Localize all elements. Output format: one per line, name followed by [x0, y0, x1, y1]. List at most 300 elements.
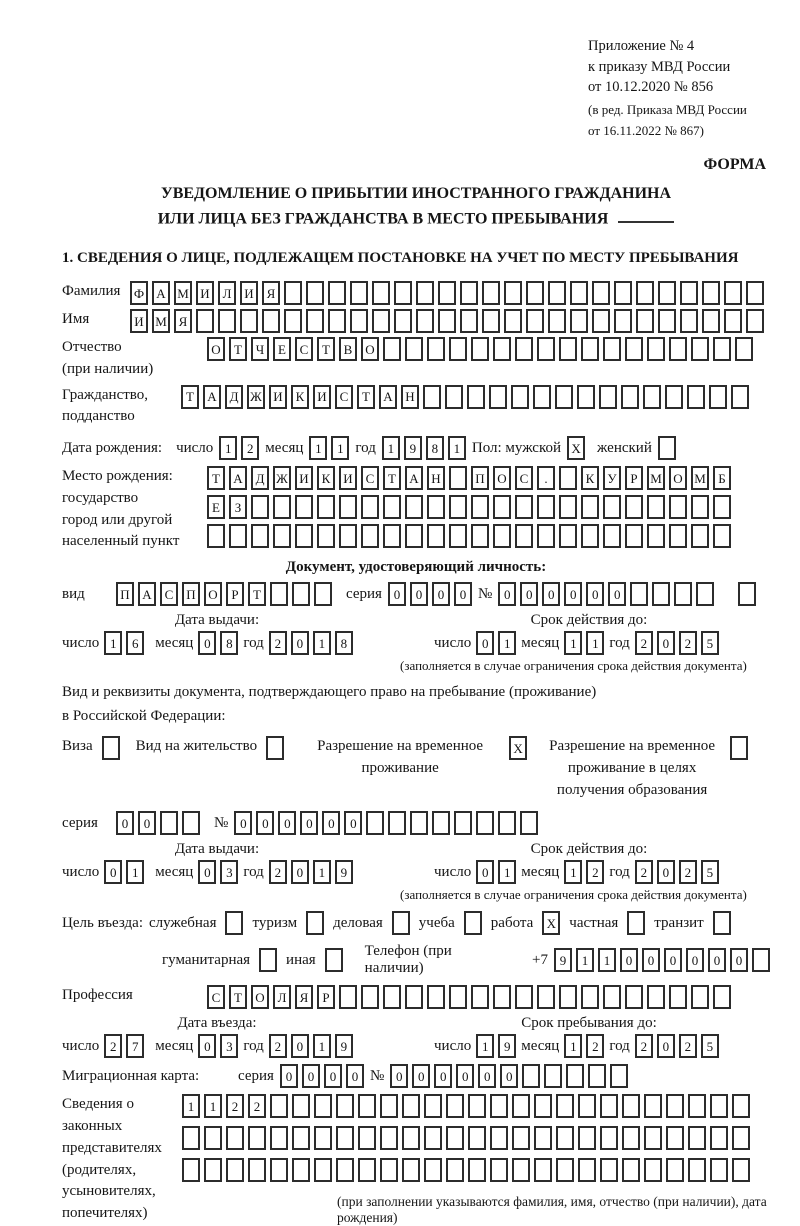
char-box[interactable]	[537, 524, 555, 548]
char-box[interactable]	[402, 1158, 420, 1182]
char-box[interactable]: 2	[269, 1034, 287, 1058]
char-box[interactable]	[512, 1158, 530, 1182]
sex-female-checkbox[interactable]	[658, 436, 676, 460]
char-box[interactable]	[724, 309, 742, 333]
char-box[interactable]: Т	[181, 385, 199, 409]
char-box[interactable]: 0	[657, 860, 675, 884]
char-box[interactable]: Ж	[247, 385, 265, 409]
char-box[interactable]: А	[152, 281, 170, 305]
char-box[interactable]: 1	[331, 436, 349, 460]
char-box[interactable]	[416, 309, 434, 333]
char-box[interactable]: 8	[426, 436, 444, 460]
char-box[interactable]	[732, 1094, 750, 1118]
char-box[interactable]	[515, 524, 533, 548]
char-box[interactable]	[402, 1094, 420, 1118]
char-box[interactable]	[427, 524, 445, 548]
char-box[interactable]: 0	[686, 948, 704, 972]
char-box[interactable]: 9	[554, 948, 572, 972]
char-box[interactable]	[361, 495, 379, 519]
char-box[interactable]	[504, 281, 522, 305]
char-box[interactable]	[746, 309, 764, 333]
char-box[interactable]: Н	[401, 385, 419, 409]
char-box[interactable]	[643, 385, 661, 409]
char-box[interactable]	[306, 281, 324, 305]
char-box[interactable]: 0	[657, 1034, 675, 1058]
char-box[interactable]	[724, 281, 742, 305]
char-box[interactable]	[559, 466, 577, 490]
char-box[interactable]	[625, 985, 643, 1009]
char-box[interactable]	[636, 309, 654, 333]
char-box[interactable]	[515, 337, 533, 361]
char-box[interactable]	[489, 385, 507, 409]
char-box[interactable]: 1	[564, 860, 582, 884]
char-box[interactable]	[251, 524, 269, 548]
temp-residence-checkbox[interactable]: X	[509, 736, 527, 760]
char-box[interactable]: Т	[317, 337, 335, 361]
char-box[interactable]: Я	[174, 309, 192, 333]
char-box[interactable]: И	[240, 281, 258, 305]
char-box[interactable]: А	[379, 385, 397, 409]
char-box[interactable]: А	[138, 582, 156, 606]
char-box[interactable]: 1	[564, 631, 582, 655]
char-box[interactable]: С	[515, 466, 533, 490]
char-box[interactable]: С	[361, 466, 379, 490]
char-box[interactable]	[544, 1064, 562, 1088]
char-box[interactable]	[207, 524, 225, 548]
char-box[interactable]: 0	[300, 811, 318, 835]
char-box[interactable]	[570, 309, 588, 333]
char-box[interactable]: 2	[586, 860, 604, 884]
char-box[interactable]	[380, 1094, 398, 1118]
char-box[interactable]	[534, 1094, 552, 1118]
char-box[interactable]	[372, 309, 390, 333]
char-box[interactable]	[405, 337, 423, 361]
char-box[interactable]	[468, 1126, 486, 1150]
char-box[interactable]: 0	[412, 1064, 430, 1088]
char-box[interactable]: 1	[309, 436, 327, 460]
char-box[interactable]: 0	[390, 1064, 408, 1088]
char-box[interactable]: 1	[126, 860, 144, 884]
checkbox[interactable]	[306, 911, 324, 935]
char-box[interactable]	[229, 524, 247, 548]
char-box[interactable]: 2	[248, 1094, 266, 1118]
char-box[interactable]	[328, 309, 346, 333]
char-box[interactable]	[438, 309, 456, 333]
char-box[interactable]	[578, 1126, 596, 1150]
char-box[interactable]	[515, 985, 533, 1009]
char-box[interactable]	[160, 811, 178, 835]
char-box[interactable]	[710, 1158, 728, 1182]
char-box[interactable]: Я	[295, 985, 313, 1009]
char-box[interactable]	[405, 524, 423, 548]
char-box[interactable]	[600, 1094, 618, 1118]
char-box[interactable]	[731, 385, 749, 409]
char-box[interactable]	[614, 309, 632, 333]
checkbox[interactable]	[259, 948, 277, 972]
char-box[interactable]	[383, 524, 401, 548]
char-box[interactable]: 0	[657, 631, 675, 655]
char-box[interactable]	[658, 281, 676, 305]
char-box[interactable]: 0	[730, 948, 748, 972]
char-box[interactable]: 8	[335, 631, 353, 655]
char-box[interactable]: 2	[226, 1094, 244, 1118]
char-box[interactable]: 0	[586, 582, 604, 606]
residence-permit-checkbox[interactable]	[266, 736, 284, 760]
char-box[interactable]	[713, 495, 731, 519]
char-box[interactable]	[295, 495, 313, 519]
char-box[interactable]: М	[647, 466, 665, 490]
char-box[interactable]: Д	[251, 466, 269, 490]
char-box[interactable]	[559, 985, 577, 1009]
char-box[interactable]	[380, 1126, 398, 1150]
char-box[interactable]	[666, 1094, 684, 1118]
checkbox[interactable]	[225, 911, 243, 935]
char-box[interactable]	[476, 811, 494, 835]
char-box[interactable]: Н	[427, 466, 445, 490]
char-box[interactable]: 1	[313, 860, 331, 884]
char-box[interactable]	[691, 337, 709, 361]
char-box[interactable]	[449, 337, 467, 361]
char-box[interactable]	[588, 1064, 606, 1088]
char-box[interactable]: 0	[664, 948, 682, 972]
char-box[interactable]	[548, 309, 566, 333]
char-box[interactable]	[691, 985, 709, 1009]
char-box[interactable]	[622, 1094, 640, 1118]
char-box[interactable]	[534, 1158, 552, 1182]
char-box[interactable]: 2	[679, 1034, 697, 1058]
char-box[interactable]	[490, 1158, 508, 1182]
char-box[interactable]	[388, 811, 406, 835]
char-box[interactable]: 2	[679, 631, 697, 655]
char-box[interactable]: 1	[598, 948, 616, 972]
char-box[interactable]: А	[203, 385, 221, 409]
char-box[interactable]	[380, 1158, 398, 1182]
char-box[interactable]	[680, 281, 698, 305]
char-box[interactable]: Е	[207, 495, 225, 519]
char-box[interactable]	[438, 281, 456, 305]
char-box[interactable]	[449, 524, 467, 548]
char-box[interactable]	[534, 1126, 552, 1150]
char-box[interactable]: 0	[432, 582, 450, 606]
char-box[interactable]	[410, 811, 428, 835]
char-box[interactable]: 2	[635, 860, 653, 884]
char-box[interactable]: С	[335, 385, 353, 409]
char-box[interactable]: О	[361, 337, 379, 361]
char-box[interactable]	[702, 281, 720, 305]
char-box[interactable]: 0	[434, 1064, 452, 1088]
char-box[interactable]	[449, 985, 467, 1009]
char-box[interactable]	[687, 385, 705, 409]
char-box[interactable]	[383, 495, 401, 519]
char-box[interactable]	[366, 811, 384, 835]
char-box[interactable]: К	[291, 385, 309, 409]
char-box[interactable]: 0	[324, 1064, 342, 1088]
char-box[interactable]	[292, 1126, 310, 1150]
char-box[interactable]	[691, 495, 709, 519]
char-box[interactable]	[423, 385, 441, 409]
char-box[interactable]	[498, 811, 516, 835]
char-box[interactable]	[603, 495, 621, 519]
char-box[interactable]: 0	[322, 811, 340, 835]
char-box[interactable]	[372, 281, 390, 305]
char-box[interactable]: 6	[126, 631, 144, 655]
char-box[interactable]: П	[471, 466, 489, 490]
char-box[interactable]	[581, 524, 599, 548]
char-box[interactable]	[603, 337, 621, 361]
char-box[interactable]	[328, 281, 346, 305]
char-box[interactable]: 0	[198, 1034, 216, 1058]
char-box[interactable]	[394, 281, 412, 305]
char-box[interactable]	[599, 385, 617, 409]
char-box[interactable]: 1	[219, 436, 237, 460]
char-box[interactable]: 0	[520, 582, 538, 606]
char-box[interactable]: 1	[382, 436, 400, 460]
char-box[interactable]: И	[130, 309, 148, 333]
char-box[interactable]: 0	[116, 811, 134, 835]
char-box[interactable]	[471, 495, 489, 519]
char-box[interactable]	[493, 524, 511, 548]
char-box[interactable]: 7	[126, 1034, 144, 1058]
char-box[interactable]: 0	[708, 948, 726, 972]
char-box[interactable]	[504, 309, 522, 333]
char-box[interactable]: .	[537, 466, 555, 490]
char-box[interactable]	[669, 985, 687, 1009]
char-box[interactable]	[526, 281, 544, 305]
char-box[interactable]	[445, 385, 463, 409]
char-box[interactable]: П	[116, 582, 134, 606]
char-box[interactable]	[665, 385, 683, 409]
char-box[interactable]	[358, 1094, 376, 1118]
char-box[interactable]: 1	[576, 948, 594, 972]
char-box[interactable]	[471, 337, 489, 361]
char-box[interactable]: Р	[625, 466, 643, 490]
char-box[interactable]: 0	[291, 860, 309, 884]
char-box[interactable]: 0	[620, 948, 638, 972]
char-box[interactable]	[292, 1094, 310, 1118]
char-box[interactable]	[273, 524, 291, 548]
char-box[interactable]	[226, 1158, 244, 1182]
char-box[interactable]	[405, 495, 423, 519]
char-box[interactable]	[482, 281, 500, 305]
char-box[interactable]: 0	[608, 582, 626, 606]
char-box[interactable]	[402, 1126, 420, 1150]
char-box[interactable]: 0	[500, 1064, 518, 1088]
char-box[interactable]	[520, 811, 538, 835]
char-box[interactable]	[339, 985, 357, 1009]
char-box[interactable]: 0	[346, 1064, 364, 1088]
char-box[interactable]	[680, 309, 698, 333]
char-box[interactable]	[658, 309, 676, 333]
char-box[interactable]	[270, 1126, 288, 1150]
char-box[interactable]	[424, 1158, 442, 1182]
char-box[interactable]: Т	[229, 337, 247, 361]
char-box[interactable]	[339, 524, 357, 548]
char-box[interactable]	[555, 385, 573, 409]
char-box[interactable]: 2	[241, 436, 259, 460]
char-box[interactable]: 8	[220, 631, 238, 655]
char-box[interactable]	[446, 1126, 464, 1150]
char-box[interactable]: 0	[476, 860, 494, 884]
char-box[interactable]	[652, 582, 670, 606]
char-box[interactable]: 2	[104, 1034, 122, 1058]
char-box[interactable]	[493, 337, 511, 361]
char-box[interactable]	[644, 1094, 662, 1118]
char-box[interactable]: 0	[198, 631, 216, 655]
char-box[interactable]	[446, 1094, 464, 1118]
char-box[interactable]: С	[207, 985, 225, 1009]
char-box[interactable]	[284, 309, 302, 333]
char-box[interactable]: Л	[218, 281, 236, 305]
char-box[interactable]: 0	[478, 1064, 496, 1088]
char-box[interactable]	[710, 1094, 728, 1118]
char-box[interactable]	[306, 309, 324, 333]
char-box[interactable]: Е	[273, 337, 291, 361]
char-box[interactable]	[644, 1126, 662, 1150]
char-box[interactable]	[669, 337, 687, 361]
char-box[interactable]	[669, 524, 687, 548]
char-box[interactable]	[427, 495, 445, 519]
char-box[interactable]: М	[152, 309, 170, 333]
char-box[interactable]: 1	[204, 1094, 222, 1118]
char-box[interactable]: М	[174, 281, 192, 305]
char-box[interactable]: М	[691, 466, 709, 490]
char-box[interactable]	[581, 337, 599, 361]
char-box[interactable]	[251, 495, 269, 519]
char-box[interactable]	[713, 524, 731, 548]
char-box[interactable]	[533, 385, 551, 409]
char-box[interactable]	[647, 495, 665, 519]
char-box[interactable]	[248, 1126, 266, 1150]
char-box[interactable]: И	[196, 281, 214, 305]
char-box[interactable]	[669, 495, 687, 519]
char-box[interactable]: Р	[317, 985, 335, 1009]
char-box[interactable]: Т	[383, 466, 401, 490]
char-box[interactable]: 2	[586, 1034, 604, 1058]
char-box[interactable]	[746, 281, 764, 305]
char-box[interactable]	[581, 985, 599, 1009]
char-box[interactable]	[559, 524, 577, 548]
char-box[interactable]: Т	[248, 582, 266, 606]
char-box[interactable]	[182, 1126, 200, 1150]
checkbox[interactable]	[325, 948, 343, 972]
char-box[interactable]	[578, 1094, 596, 1118]
char-box[interactable]	[713, 985, 731, 1009]
char-box[interactable]: 1	[498, 860, 516, 884]
char-box[interactable]	[522, 1064, 540, 1088]
char-box[interactable]: 1	[476, 1034, 494, 1058]
char-box[interactable]: И	[339, 466, 357, 490]
char-box[interactable]	[735, 337, 753, 361]
char-box[interactable]: 9	[335, 860, 353, 884]
char-box[interactable]	[674, 582, 692, 606]
char-box[interactable]	[295, 524, 313, 548]
sex-male-checkbox[interactable]: X	[567, 436, 585, 460]
char-box[interactable]: К	[581, 466, 599, 490]
char-box[interactable]: Ф	[130, 281, 148, 305]
char-box[interactable]	[696, 582, 714, 606]
char-box[interactable]	[482, 309, 500, 333]
char-box[interactable]: О	[493, 466, 511, 490]
char-box[interactable]	[752, 948, 770, 972]
char-box[interactable]: К	[317, 466, 335, 490]
char-box[interactable]: О	[669, 466, 687, 490]
char-box[interactable]	[556, 1126, 574, 1150]
char-box[interactable]: 0	[256, 811, 274, 835]
char-box[interactable]	[688, 1158, 706, 1182]
char-box[interactable]: 5	[701, 1034, 719, 1058]
char-box[interactable]	[732, 1158, 750, 1182]
char-box[interactable]	[512, 1094, 530, 1118]
char-box[interactable]	[625, 495, 643, 519]
char-box[interactable]: С	[295, 337, 313, 361]
char-box[interactable]: 1	[182, 1094, 200, 1118]
char-box[interactable]: 5	[701, 631, 719, 655]
checkbox[interactable]: X	[542, 911, 560, 935]
char-box[interactable]	[537, 985, 555, 1009]
char-box[interactable]	[449, 495, 467, 519]
char-box[interactable]	[556, 1158, 574, 1182]
char-box[interactable]	[738, 582, 756, 606]
char-box[interactable]: З	[229, 495, 247, 519]
char-box[interactable]: И	[295, 466, 313, 490]
char-box[interactable]	[432, 811, 450, 835]
char-box[interactable]	[512, 1126, 530, 1150]
char-box[interactable]	[691, 524, 709, 548]
char-box[interactable]	[666, 1158, 684, 1182]
char-box[interactable]	[460, 309, 478, 333]
char-box[interactable]: О	[204, 582, 222, 606]
char-box[interactable]: 9	[498, 1034, 516, 1058]
char-box[interactable]: В	[339, 337, 357, 361]
char-box[interactable]: 1	[313, 1034, 331, 1058]
char-box[interactable]	[182, 811, 200, 835]
char-box[interactable]	[350, 281, 368, 305]
char-box[interactable]	[361, 985, 379, 1009]
char-box[interactable]: 0	[410, 582, 428, 606]
char-box[interactable]	[647, 337, 665, 361]
char-box[interactable]	[284, 281, 302, 305]
char-box[interactable]	[405, 985, 423, 1009]
char-box[interactable]	[548, 281, 566, 305]
char-box[interactable]	[713, 337, 731, 361]
char-box[interactable]	[336, 1126, 354, 1150]
char-box[interactable]	[383, 985, 401, 1009]
char-box[interactable]: 2	[635, 631, 653, 655]
char-box[interactable]	[688, 1126, 706, 1150]
char-box[interactable]: 0	[291, 631, 309, 655]
char-box[interactable]	[424, 1094, 442, 1118]
char-box[interactable]	[636, 281, 654, 305]
char-box[interactable]: 0	[234, 811, 252, 835]
char-box[interactable]	[292, 582, 310, 606]
char-box[interactable]	[493, 985, 511, 1009]
char-box[interactable]	[248, 1158, 266, 1182]
char-box[interactable]	[493, 495, 511, 519]
char-box[interactable]	[361, 524, 379, 548]
char-box[interactable]	[537, 495, 555, 519]
char-box[interactable]	[666, 1126, 684, 1150]
char-box[interactable]	[603, 985, 621, 1009]
char-box[interactable]	[647, 985, 665, 1009]
char-box[interactable]: Л	[273, 985, 291, 1009]
char-box[interactable]	[314, 1126, 332, 1150]
char-box[interactable]	[416, 281, 434, 305]
char-box[interactable]	[625, 337, 643, 361]
char-box[interactable]	[182, 1158, 200, 1182]
char-box[interactable]: У	[603, 466, 621, 490]
char-box[interactable]	[630, 582, 648, 606]
char-box[interactable]: Ч	[251, 337, 269, 361]
